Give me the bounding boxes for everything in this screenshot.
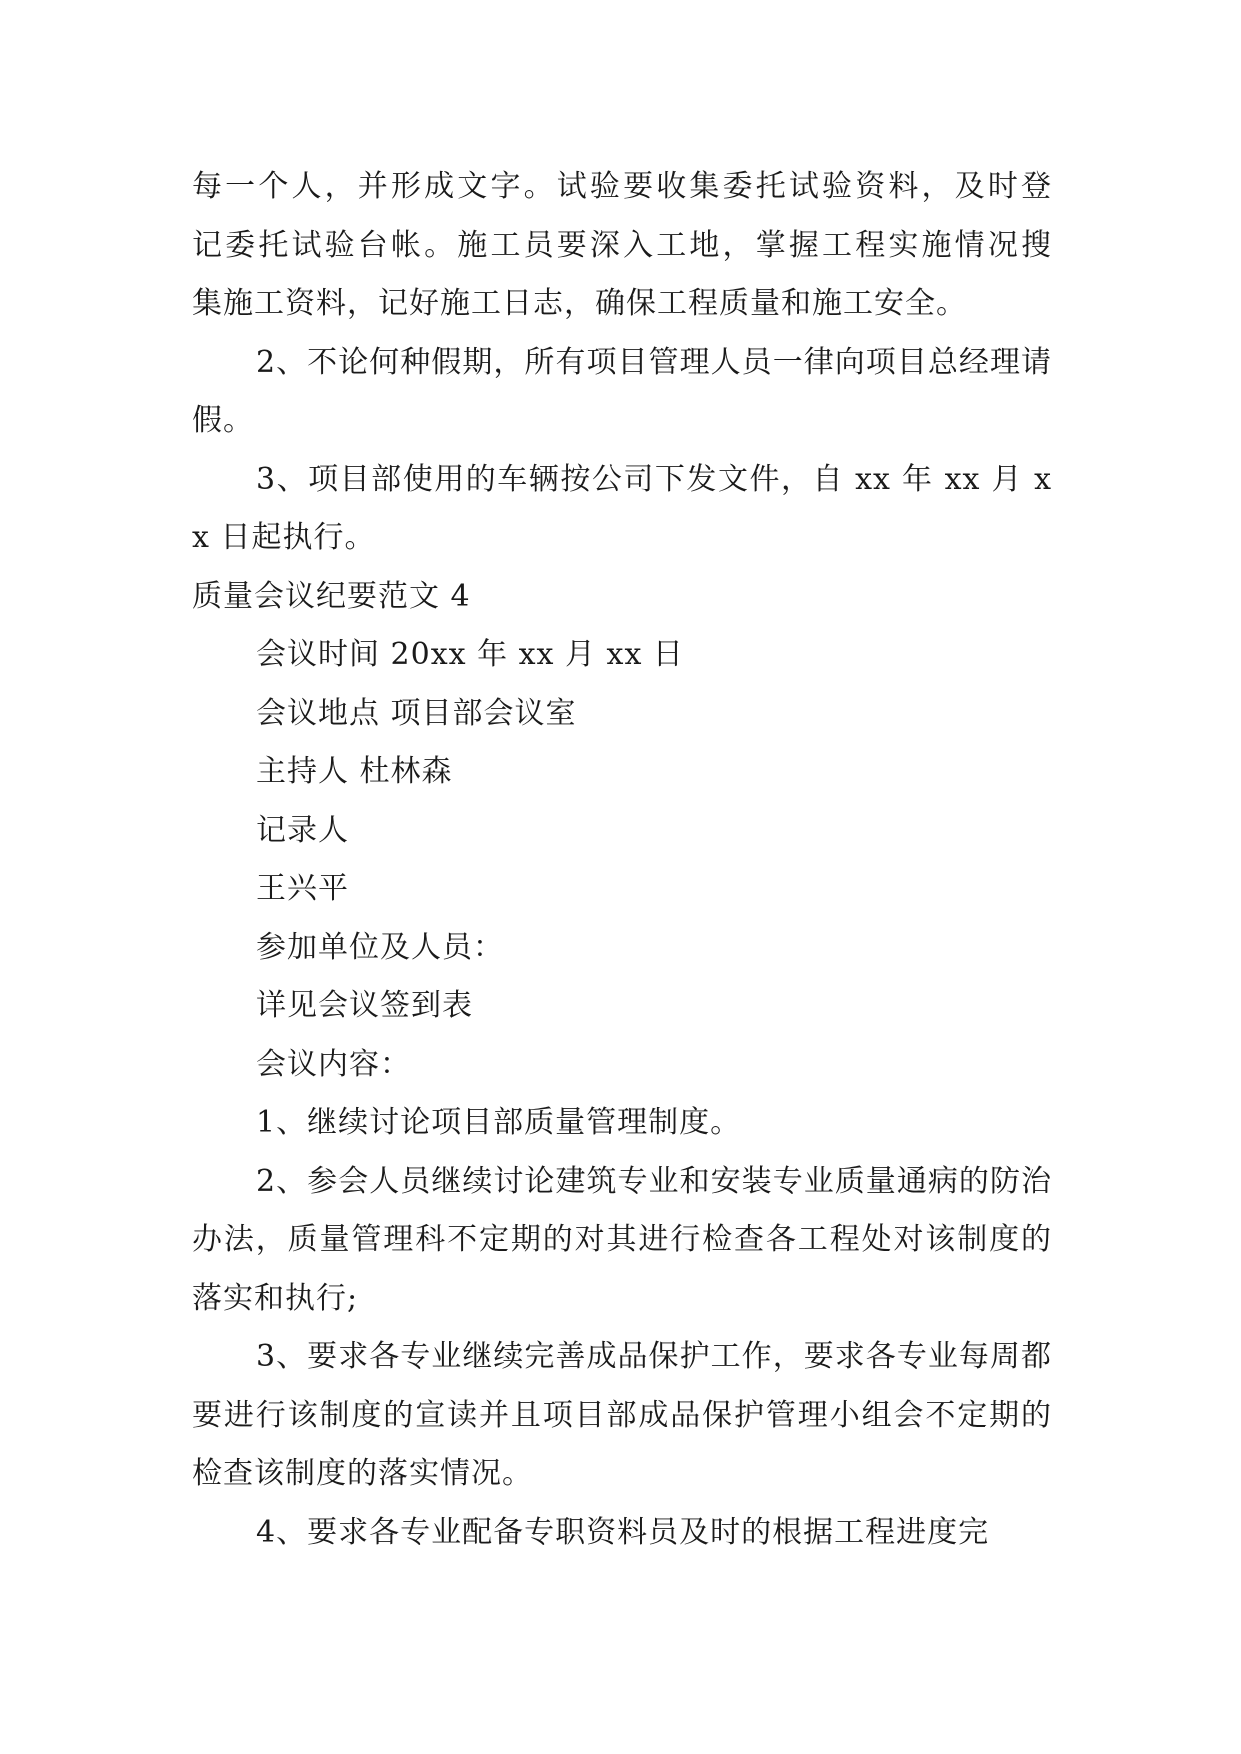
section-title: 质量会议纪要范文 4: [192, 578, 471, 614]
meeting-host: 主持人 杜林森: [256, 754, 453, 789]
participants-value: 详见会议签到表: [256, 988, 473, 1023]
paragraph-line: 集施工资料，记好施工日志，确保工程质量和施工安全。: [192, 286, 967, 321]
recorder-label: 记录人: [256, 812, 349, 848]
meeting-time: 会议时间 20xx 年 xx 月 xx 日: [256, 637, 684, 672]
content-label: 会议内容：: [256, 1046, 411, 1082]
paragraph-line: 每一个人，并形成文字。试验要收集委托试验资料，及时登: [192, 169, 1052, 204]
paragraph-item-2: 2、不论何种假期，所有项目管理人员一律向项目总经理请假。: [192, 344, 1052, 438]
meeting-place: 会议地点 项目部会议室: [256, 695, 577, 731]
document-body: [192, 158, 1052, 1562]
participants-label: 参加单位及人员：: [256, 929, 504, 965]
point-2: 2、参会人员继续讨论建筑专业和安装专业质量通病的防治办法，质量管理科不定期的对其进行检查各工程处对该制度的落实和执行;: [192, 1163, 1052, 1316]
paragraph-line: 记委托试验台帐。施工员要深入工地，掌握工程实施情况搜: [192, 227, 1052, 263]
point-1: 1、继续讨论项目部质量管理制度。: [256, 1105, 742, 1140]
recorder-name: 王兴平: [256, 871, 349, 906]
paragraph-item-3: 3、项目部使用的车辆按公司下发文件，自 xx 年 xx 月 xx 日起执行。: [192, 461, 1052, 555]
point-4: 4、要求各专业配备专职资料员及时的根据工程进度完: [256, 1514, 990, 1550]
point-3: 3、要求各专业继续完善成品保护工作，要求各专业每周都要进行该制度的宣读并且项目部成品保护管理小组会不定期的检查该制度的落实情况。: [192, 1339, 1052, 1491]
